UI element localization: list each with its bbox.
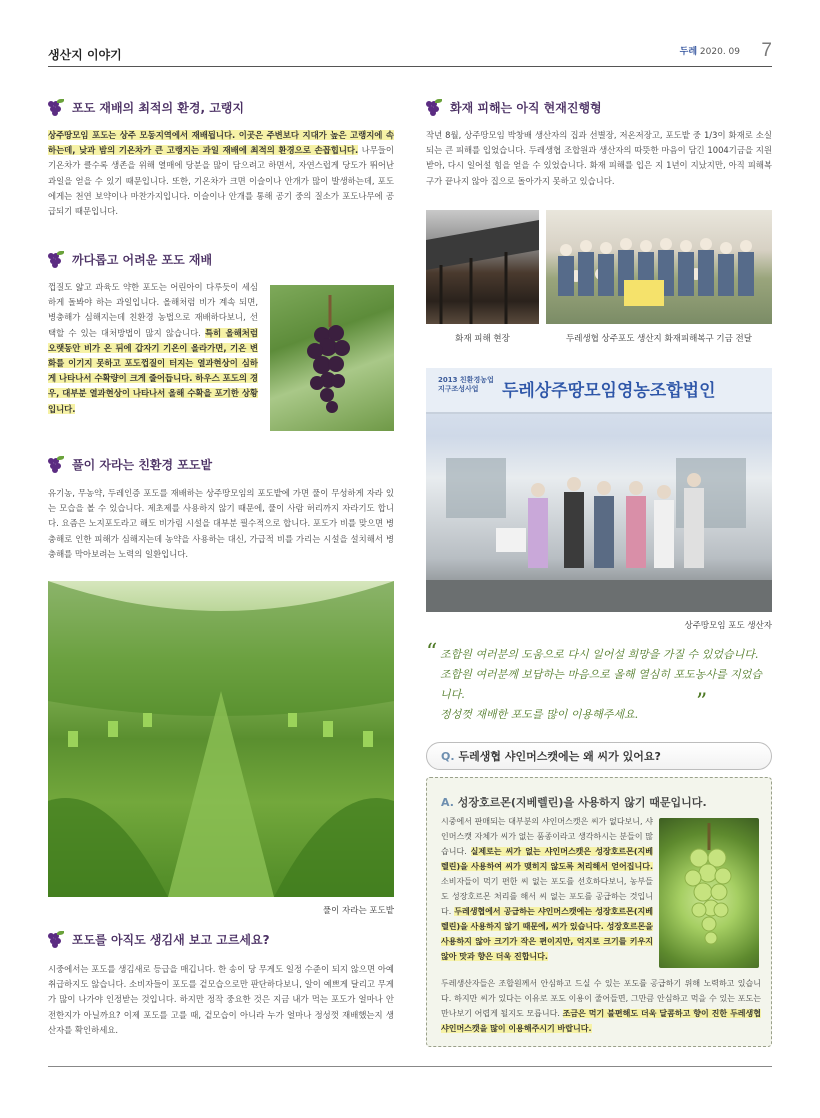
header-divider <box>48 66 772 67</box>
photo-producers <box>426 368 772 612</box>
text-highland: 상주땅모임 포도는 상주 모동지역에서 재배됩니다. 이곳은 주변보다 지대가 높은 고랭지에 속하는데, 낮과 밤의 기온차가 큰 고랭지는 과일 재배에 최적의 환경으로 손꼽힙니다. 나무들이 기온차가 클수록 생존을 위해 열매에 당분을 많이 담으려고 하면서, 자연스럽게 당도가 뛰어난 과일을 얻을 수 있기 때문입니다. 또한, 기온차가 크면 이슬이나 안개가 많이 발생하는데, 포도에게는 천연 보약이나 마찬가지입니다. 이슬이나 안개를 통해 공기 중의 질소가 포도나무에 공급되기 때문입니다. <box>48 130 394 217</box>
sign-text: 두레상주땅모임영농조합법인 <box>502 381 716 401</box>
quote-close-mark: ” <box>696 690 708 715</box>
heading-choose-grapes: 포도를 아직도 생김새 보고 고르세요? <box>48 930 270 948</box>
qa-answer-text-top: 시중에서 판매되는 대부분의 샤인머스캣은 씨가 없다보니, 샤인머스캣 자체가 씨가 없는 품종이라고 생각하시는 분들이 많습니다. 실제로는 씨가 없는 샤인머스캣은 성장호르몬(지베렐린)을 사용하여 씨가 맺히지 않도록 처리해서 얻어집니다. 소비자들이 먹기 편한 씨 없는 포도를 선호하다보니, 농부들도 성장호르몬 처리를 해서 씨 없는 포도를 공급하는 것입니다. 두레생협에서 공급하는 샤인머스캣에는 성장호르몬(지베렐린)을 사용하지 않기 때문에, 씨가 있습니다. 성장호르몬을 사용하지 않아 크기가 작은 편이지만, 억지로 크기를 키우지 않아 맛과 향은 더욱 진합니다. <box>441 817 653 961</box>
issue-info <box>680 44 740 57</box>
heading-difficult: 까다롭고 어려운 포도 재배 <box>48 250 212 268</box>
photo-vineyard <box>48 581 394 897</box>
text-grass-field: 유기농, 무농약, 두레인증 포도를 재배하는 상주땅모임의 포도밭에 가면 풀이 무성하게 자라 있는 모습을 볼 수 있습니다. 제초제를 사용하지 않기 때문에, 풀이 사람 허리까지 자라기도 합니다. 요즘은 노지포도라고 해도 비가림 시설을 대부분 필수적으로 합니다. 포도가 비를 맞으면 병충해로 인한 피해가 심해지는데 농약을 사용하는 대신, 가급적 비를 가리는 시설을 설치해서 병충해를 막아보려는 노력의 일환입니다. <box>48 488 394 559</box>
qa-question-bar <box>426 742 772 770</box>
caption-fire-site: 화재 피해 현장 <box>455 334 510 344</box>
caption-producers: 상주땅모임 포도 생산자 <box>684 621 772 631</box>
photo-fund-delivery <box>546 210 772 324</box>
brand-name: 두레 <box>679 47 698 57</box>
grape-icon <box>48 455 66 473</box>
photo-fire-site <box>426 210 539 324</box>
heading-fire: 화재 피해는 아직 현재진행형 <box>426 98 602 116</box>
grape-icon <box>426 98 444 116</box>
caption-vineyard: 풀이 자라는 포도밭 <box>322 906 394 916</box>
qa-answer-text-bottom: 두레생산자들은 조합원께서 안심하고 드실 수 있는 포도를 공급하기 위해 노력하고 있습니다. 하지만 씨가 있다는 이유로 포도 이용이 줄어들면, 그만큼 안심하고 먹을 수 있는 포도는 만나보기 어렵게 될지도 모릅니다. 조금은 먹기 불편해도 더욱 달콤하고 향이 진한 두레생협 샤인머스캣을 많이 이용해주시기 바랍니다. <box>441 979 761 1033</box>
page-number: 7 <box>761 40 772 61</box>
text-choose-grapes: 시중에서는 포도를 생김새로 등급을 매깁니다. 한 송이 당 무게도 일정 수준이 되지 않으면 아예 취급하지도 않습니다. 소비자들이 포도를 겉모습으로만 판단하다보니, 알이 예쁘게 달리고 무게가 많이 나가야 인정받는 것입니다. 하지만 정작 중요한 것은 지금 내가 먹는 포도가 얼마나 안전한지가 아닐까요? 이제 포도를 고를 때, 겉모습이 아니라 누가 얼마나 정성껏 재배했는지 생산자를 확인하세요. <box>48 964 394 1035</box>
qa-question: 두레생협 샤인머스캣에는 왜 씨가 있어요? <box>458 750 661 763</box>
quote-open-mark: “ <box>426 640 438 665</box>
q-mark: Q. <box>441 749 455 763</box>
grape-icon <box>48 930 66 948</box>
photo-shine-muscat <box>659 818 759 968</box>
photo-damaged-grapes <box>270 285 394 431</box>
producer-quote: 조합원 여러분의 도움으로 다시 일어설 희망을 가질 수 있었습니다. 조합원 여러분께 보답하는 마음으로 올해 열심히 포도농사를 지었습니다. 정성껏 재배한 포도를 많이 이용해주세요. <box>440 648 763 721</box>
heading-highland: 포도 재배의 최적의 환경, 고랭지 <box>48 98 244 116</box>
grape-icon <box>48 250 66 268</box>
text-difficult: 껍질도 얇고 과육도 약한 포도는 어린아이 다루듯이 세심하게 돌봐야 하는 과일입니다. 올해처럼 비가 계속 되면, 병충해가 심해지는데 친환경 농법으로 재배하다보니, 선택할 수 있는 대처방법이 많지 않습니다. 특히 올해처럼 오랫동안 비가 온 뒤에 갑자기 기온이 올라가면, 기온 변화를 이기지 못하고 포도껍질이 터지는 열과현상이 심하게 나타나서 수확량이 크게 줄어듭니다. 하우스 포도의 경우, 대부분 열과현상이 나타나서 올해 수확을 포기한 상황입니다. <box>48 282 258 414</box>
grape-icon <box>48 98 66 116</box>
caption-fund-delivery: 두레생협 상주포도 생산지 화재피해복구 기금 전달 <box>566 334 752 344</box>
footer-divider <box>48 1066 772 1067</box>
section-label: 생산지 이야기 <box>48 48 122 62</box>
sign-small-text: 2013 친환경농업 지구조성사업 <box>438 376 494 393</box>
issue-date: 2020. 09 <box>699 47 740 57</box>
qa-answer-title: A. 성장호르몬(지베렐린)을 사용하지 않기 때문입니다. <box>441 796 707 809</box>
qa-answer-box <box>426 777 772 1047</box>
text-fire: 작년 8월, 상주땅모임 박창배 생산자의 집과 선별장, 저온저장고, 포도밭 중 1/3이 화재로 소실되는 큰 피해를 입었습니다. 두레생협 조합원과 생산자의 따뜻한 마음이 담긴 1004기금을 지원받아, 다시 일어설 힘을 얻을 수 있었습니다. 화재 피해를 입은 지 1년이 지났지만, 아직 피해복구가 끝나지 않아 집으로 돌아가지 못하고 있습니다. <box>426 130 772 186</box>
heading-grass-field: 풀이 자라는 친환경 포도밭 <box>48 455 212 473</box>
